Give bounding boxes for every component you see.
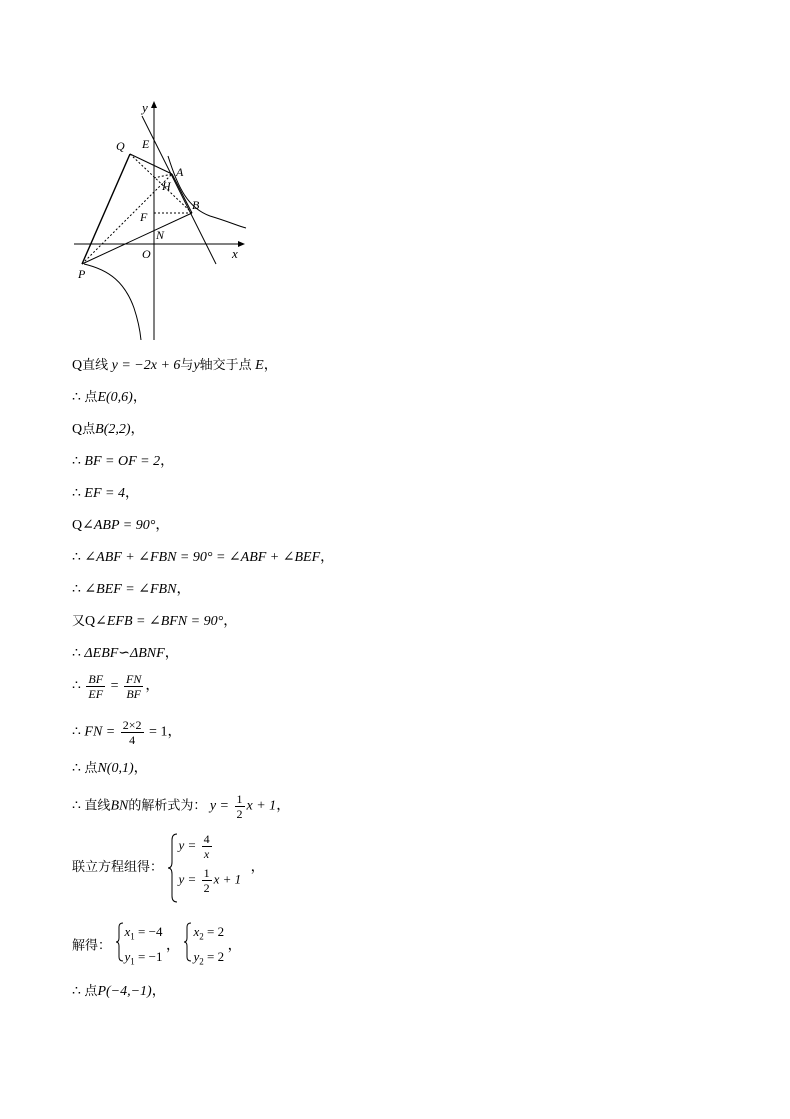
fraction-1-2: $\frac{1}{2}$ xyxy=(203,866,210,895)
label-a: A xyxy=(176,165,184,179)
step-line-17: ∴ 点P(−4,−1)， xyxy=(72,984,166,999)
step-line-3: Q点B(2,2)， xyxy=(72,422,145,437)
fraction-fn-bf: $\frac{FN}{BF}$ xyxy=(126,672,142,701)
step-line-10: ∴ ΔEBF∽ΔBNF， xyxy=(72,646,179,661)
coordinate-diagram xyxy=(70,98,250,348)
step-line-4: ∴ BF = OF = 2， xyxy=(72,454,175,469)
label-y: y xyxy=(142,100,148,115)
step-line-2: ∴ 点E(0,6)， xyxy=(72,390,147,405)
label-n: N xyxy=(156,228,165,242)
line-ea xyxy=(142,116,216,264)
fraction-bf-ef: $\frac{BF}{EF}$ xyxy=(88,672,104,701)
left-brace-icon xyxy=(167,832,179,904)
step-line-9: 又Q∠EFB = ∠BFN = 90°， xyxy=(72,614,238,629)
left-brace-icon xyxy=(183,922,193,962)
dotted-ha xyxy=(154,174,172,178)
label-h: H xyxy=(162,179,171,193)
step-line-7: ∴ ∠ABF + ∠FBN = 90° = ∠ABF + ∠BEF， xyxy=(72,550,335,565)
dotted-qb xyxy=(130,154,192,213)
step-line-16: 解得： $x_1 = -4$ $y_1 = -1$ ， $x_2 = 2$ $y_2 = 2$ ， xyxy=(72,922,242,971)
step-line-11: ∴ $\frac{BF}{EF}$ = $\frac{FN}{BF}$ ， xyxy=(72,672,160,701)
step-line-6: Q∠ABP = 90°， xyxy=(72,518,170,533)
step-line-12: ∴ FN = $\frac{2\times 2}{4}$ = 1， xyxy=(72,718,182,747)
step-line-5: ∴ EF = 4， xyxy=(72,486,139,501)
label-o: O xyxy=(142,247,151,261)
step-line-13: ∴ 点N(0,1)， xyxy=(72,761,148,776)
step-line-15: 联立方程组得： y = $\frac{4}{x}$ y = $\frac{1}{2}$ x + 1 ， xyxy=(72,832,265,904)
segment-pq xyxy=(82,154,130,264)
left-brace-icon xyxy=(115,922,125,962)
solution-system-2: $x_2 = 2$ $y_2 = 2$ xyxy=(183,922,224,971)
hyperbola-branch-2 xyxy=(84,264,141,340)
solution-system-1: $x_1 = -4$ $y_1 = -1$ xyxy=(115,922,163,971)
fraction-fn-value: $\frac{2\times 2}{4}$ xyxy=(122,718,142,747)
geometry-figure xyxy=(70,98,250,353)
step-line-1: Q直线 y = −2x + 6与y轴交于点 E， xyxy=(72,358,278,373)
step-line-8: ∴ ∠BEF = ∠FBN， xyxy=(72,582,191,597)
label-f: F xyxy=(140,210,148,224)
label-p: P xyxy=(78,267,86,281)
segment-ab xyxy=(172,174,192,213)
equation-system: y = $\frac{4}{x}$ y = $\frac{1}{2}$ x + 1 xyxy=(167,832,242,904)
fraction-half: $\frac{1}{2}$ xyxy=(236,792,243,821)
label-x: x xyxy=(232,246,238,261)
label-e: E xyxy=(142,137,150,151)
segment-pb xyxy=(82,213,192,264)
fraction-4-x: $\frac{4}{x}$ xyxy=(203,832,210,861)
label-q: Q xyxy=(116,139,125,153)
label-b: B xyxy=(192,198,200,212)
dotted-pa xyxy=(82,174,172,264)
step-line-14: ∴ 直线BN的解析式为： y = $\frac{1}{2}$ x + 1， xyxy=(72,792,291,821)
